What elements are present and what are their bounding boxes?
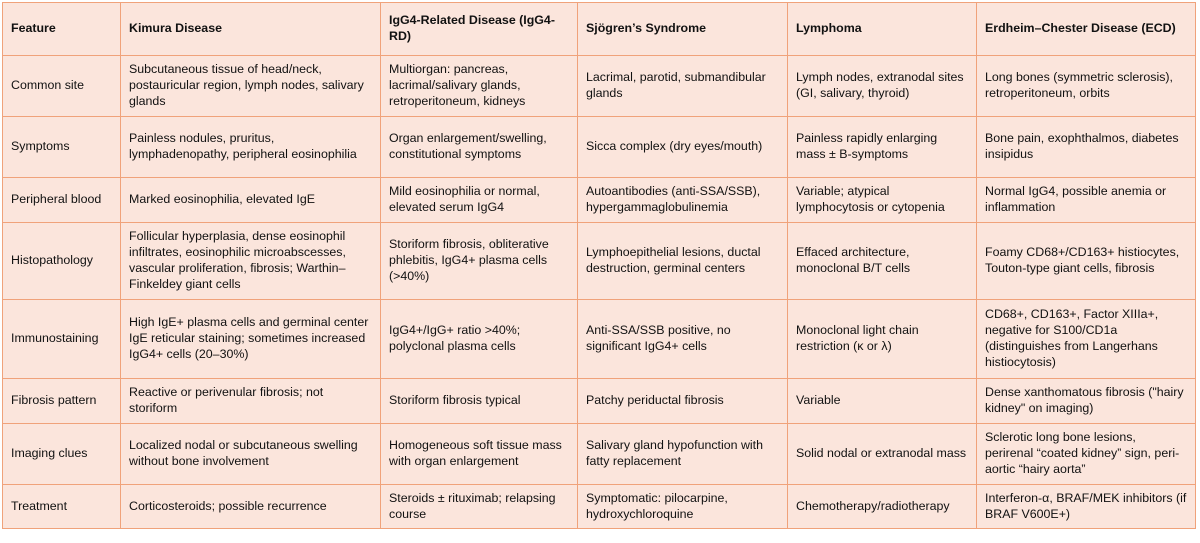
table-cell: Interferon-α, BRAF/MEK inhibitors (if BRAF V600E+) bbox=[977, 485, 1196, 529]
table-cell: Lymphoepithelial lesions, ductal destruction, germinal centers bbox=[578, 223, 788, 300]
header-kimura-disease: Kimura Disease bbox=[121, 3, 381, 56]
table-cell: Variable bbox=[788, 379, 977, 424]
table-cell: Lymph nodes, extranodal sites (GI, salivary, thyroid) bbox=[788, 56, 977, 117]
table-cell: Long bones (symmetric sclerosis), retroperitoneum, orbits bbox=[977, 56, 1196, 117]
header-erdheim-chester-disease: Erdheim–Chester Disease (ECD) bbox=[977, 3, 1196, 56]
table-cell: Sicca complex (dry eyes/mouth) bbox=[578, 117, 788, 178]
table-row-immunostaining bbox=[3, 300, 1196, 379]
table-cell: CD68+, CD163+, Factor XIIIa+, negative for S100/CD1a (distinguishes from Langerhans histiocytosis) bbox=[977, 300, 1196, 379]
table-cell: Subcutaneous tissue of head/neck, postauricular region, lymph nodes, salivary glands bbox=[121, 56, 381, 117]
table-cell: Monoclonal light chain restriction (κ or λ) bbox=[788, 300, 977, 379]
table-cell: Follicular hyperplasia, dense eosinophil infiltrates, eosinophilic microabscesses, vascular proliferation, fibrosis; Warthin–Finkeldey giant cells bbox=[121, 223, 381, 300]
table-cell: Painless nodules, pruritus, lymphadenopathy, peripheral eosinophilia bbox=[121, 117, 381, 178]
table-cell: Storiform fibrosis, obliterative phlebitis, IgG4+ plasma cells (>40%) bbox=[381, 223, 578, 300]
table-cell: Painless rapidly enlarging mass ± B-symptoms bbox=[788, 117, 977, 178]
table-cell: Anti-SSA/SSB positive, no significant IgG4+ cells bbox=[578, 300, 788, 379]
header-igg4-related-disease: IgG4-Related Disease (IgG4-RD) bbox=[381, 3, 578, 56]
row-label: Fibrosis pattern bbox=[3, 379, 121, 424]
table-row-treatment bbox=[3, 485, 1196, 529]
header-feature: Feature bbox=[3, 3, 121, 56]
table-cell: Salivary gland hypofunction with fatty replacement bbox=[578, 424, 788, 485]
table-cell: IgG4+/IgG+ ratio >40%; polyclonal plasma cells bbox=[381, 300, 578, 379]
comparison-table-container bbox=[2, 2, 1196, 529]
table-cell: Foamy CD68+/CD163+ histiocytes, Touton-type giant cells, fibrosis bbox=[977, 223, 1196, 300]
table-cell: Storiform fibrosis typical bbox=[381, 379, 578, 424]
table-row-symptoms bbox=[3, 117, 1196, 178]
table-cell: Lacrimal, parotid, submandibular glands bbox=[578, 56, 788, 117]
table-cell: Autoantibodies (anti-SSA/SSB), hypergammaglobulinemia bbox=[578, 178, 788, 223]
table-row-imaging-clues bbox=[3, 424, 1196, 485]
row-label: Treatment bbox=[3, 485, 121, 529]
table-cell: Corticosteroids; possible recurrence bbox=[121, 485, 381, 529]
table-cell: Mild eosinophilia or normal, elevated serum IgG4 bbox=[381, 178, 578, 223]
table-cell: Steroids ± rituximab; relapsing course bbox=[381, 485, 578, 529]
table-cell: Variable; atypical lymphocytosis or cytopenia bbox=[788, 178, 977, 223]
table-cell: Bone pain, exophthalmos, diabetes insipidus bbox=[977, 117, 1196, 178]
table-row-peripheral-blood bbox=[3, 178, 1196, 223]
table-cell: Homogeneous soft tissue mass with organ enlargement bbox=[381, 424, 578, 485]
row-label: Imaging clues bbox=[3, 424, 121, 485]
table-cell: Localized nodal or subcutaneous swelling without bone involvement bbox=[121, 424, 381, 485]
table-cell: Sclerotic long bone lesions, perirenal “coated kidney” sign, peri-aortic “hairy aorta” bbox=[977, 424, 1196, 485]
table-row-fibrosis-pattern bbox=[3, 379, 1196, 424]
table-cell: Multiorgan: pancreas, lacrimal/salivary glands, retroperitoneum, kidneys bbox=[381, 56, 578, 117]
row-label: Histopathology bbox=[3, 223, 121, 300]
table-row-common-site bbox=[3, 56, 1196, 117]
row-label: Immunostaining bbox=[3, 300, 121, 379]
row-label: Common site bbox=[3, 56, 121, 117]
table-cell: Marked eosinophilia, elevated IgE bbox=[121, 178, 381, 223]
comparison-table bbox=[2, 2, 1196, 529]
table-cell: Organ enlargement/swelling, constitutional symptoms bbox=[381, 117, 578, 178]
table-cell: Effaced architecture, monoclonal B/T cells bbox=[788, 223, 977, 300]
table-cell: Symptomatic: pilocarpine, hydroxychloroquine bbox=[578, 485, 788, 529]
header-sjogrens-syndrome: Sjögren’s Syndrome bbox=[578, 3, 788, 56]
table-cell: Normal IgG4, possible anemia or inflammation bbox=[977, 178, 1196, 223]
table-cell: Patchy periductal fibrosis bbox=[578, 379, 788, 424]
table-cell: Reactive or perivenular fibrosis; not storiform bbox=[121, 379, 381, 424]
table-row-histopathology bbox=[3, 223, 1196, 300]
table-cell: Chemotherapy/radiotherapy bbox=[788, 485, 977, 529]
table-cell: Solid nodal or extranodal mass bbox=[788, 424, 977, 485]
row-label: Symptoms bbox=[3, 117, 121, 178]
header-lymphoma: Lymphoma bbox=[788, 3, 977, 56]
table-cell: High IgE+ plasma cells and germinal center IgE reticular staining; sometimes increased IgG4+ cells (20–30%) bbox=[121, 300, 381, 379]
table-cell: Dense xanthomatous fibrosis ("hairy kidney" on imaging) bbox=[977, 379, 1196, 424]
row-label: Peripheral blood bbox=[3, 178, 121, 223]
table-header-row bbox=[3, 3, 1196, 56]
